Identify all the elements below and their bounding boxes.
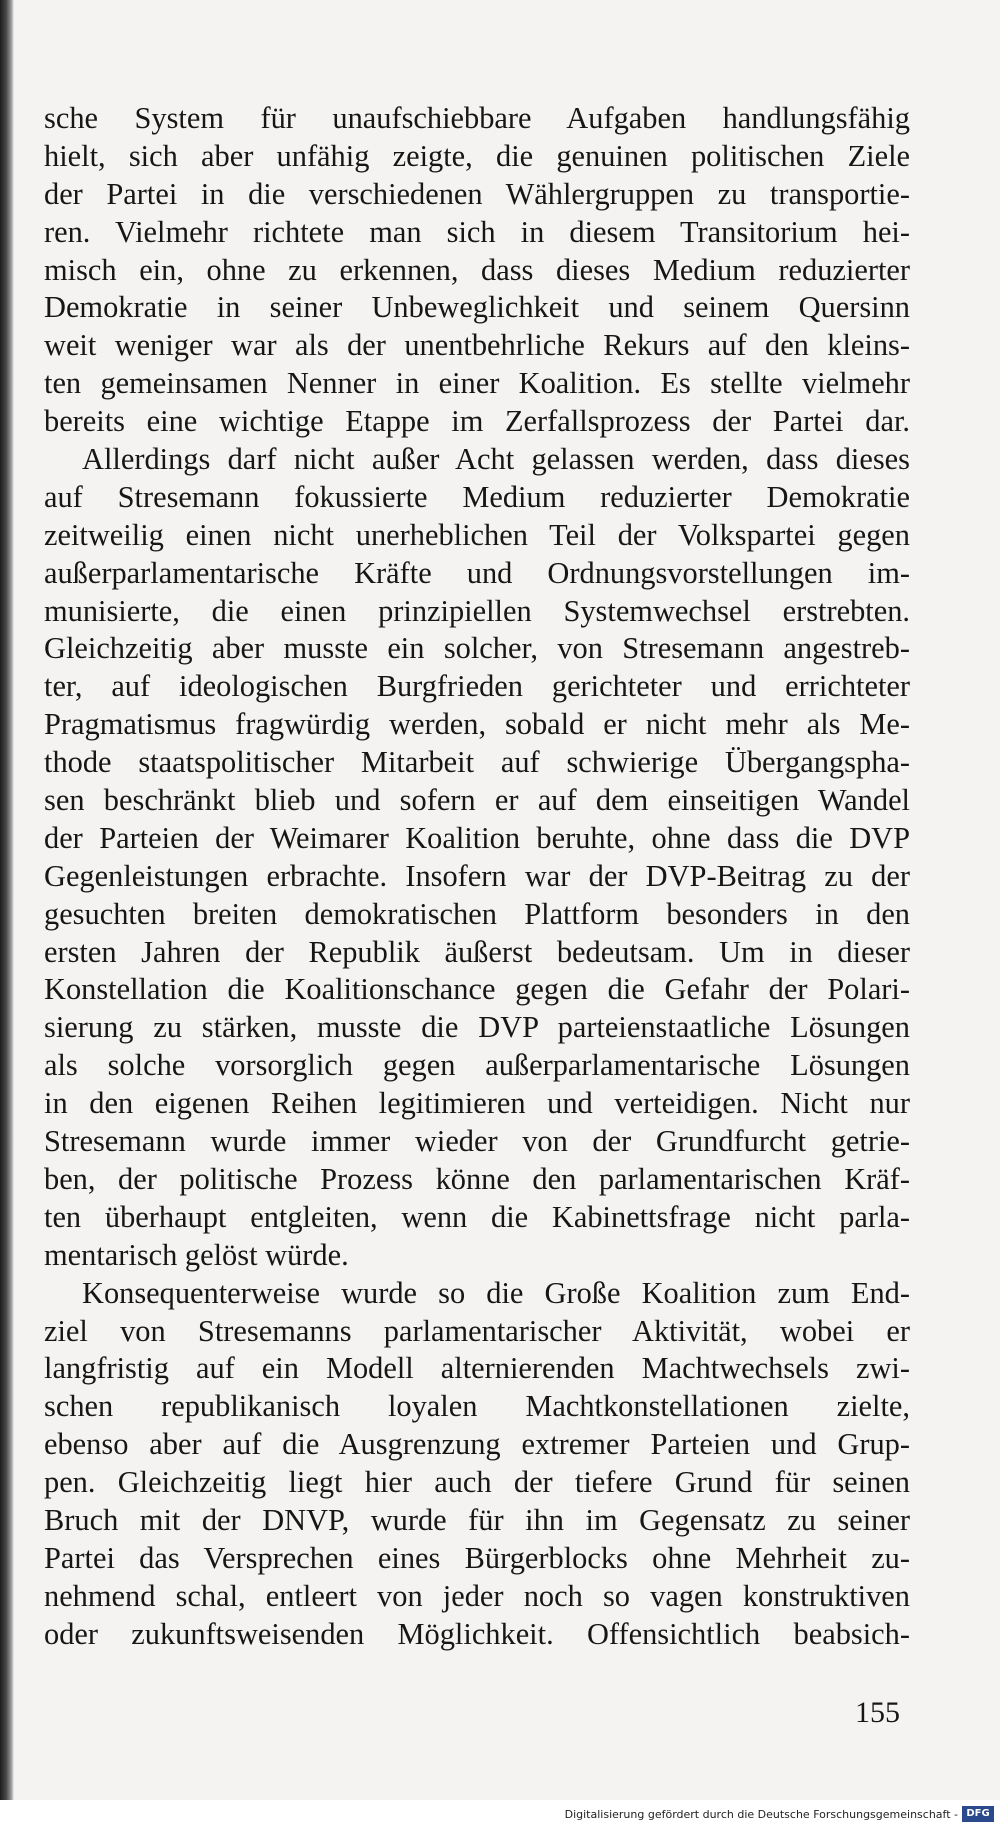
text-line: sierung zu stärken, musste die DVP parteienstaatliche Lösungen xyxy=(44,1010,910,1045)
text-line: Konsequenterweise wurde so die Große Koalition zum End- xyxy=(82,1275,910,1310)
text-line: ersten Jahren der Republik äußerst bedeutsam. Um in dieser xyxy=(44,934,910,969)
text-line: ben, der politische Prozess könne den parlamentarischen Kräf- xyxy=(44,1161,910,1196)
text-line: Pragmatismus fragwürdig werden, sobald er nicht mehr als Me- xyxy=(44,707,910,742)
text-line: Allerdings darf nicht außer Acht gelassen werden, dass dieses xyxy=(82,442,910,477)
text-line: ebenso aber auf die Ausgrenzung extremer Parteien und Grup- xyxy=(44,1427,910,1462)
text-line: ten überhaupt entgleiten, wenn die Kabinettsfrage nicht parla- xyxy=(44,1199,910,1234)
text-line: ren. Vielmehr richtete man sich in diesem Transitorium hei- xyxy=(44,214,910,249)
text-line: Partei das Versprechen eines Bürgerblocks ohne Mehrheit zu- xyxy=(44,1540,910,1575)
text-line: zeitweilig einen nicht unerheblichen Teil der Volkspartei gegen xyxy=(44,517,910,552)
digitization-footer xyxy=(0,1800,1000,1828)
book-spine-shadow xyxy=(0,0,14,1828)
paragraph-3 xyxy=(44,1275,910,1654)
text-line: außerparlamentarische Kräfte und Ordnungsvorstellungen im- xyxy=(44,555,910,590)
paragraph-2 xyxy=(44,441,910,1275)
text-line: Gleichzeitig aber musste ein solcher, von Stresemann angestreb- xyxy=(44,631,910,666)
dfg-logo: DFG xyxy=(962,1806,994,1822)
text-line: thode staatspolitischer Mitarbeit auf schwierige Übergangspha- xyxy=(44,745,910,780)
text-line: ziel von Stresemanns parlamentarischer Aktivität, wobei er xyxy=(44,1313,910,1348)
text-line: Gegenleistungen erbrachte. Insofern war der DVP-Beitrag zu der xyxy=(44,858,910,893)
text-line: nehmend schal, entleert von jeder noch so vagen konstruktiven xyxy=(44,1578,910,1613)
text-line: Demokratie in seiner Unbeweglichkeit und seinem Quersinn xyxy=(44,290,910,325)
text-line: der Partei in die verschiedenen Wählergruppen zu transportie- xyxy=(44,176,910,211)
text-line: oder zukunftsweisenden Möglichkeit. Offensichtlich beabsich- xyxy=(44,1616,910,1651)
text-line: mentarisch gelöst würde. xyxy=(44,1237,349,1272)
text-line: misch ein, ohne zu erkennen, dass dieses Medium reduzierter xyxy=(44,252,910,287)
text-line: als solche vorsorglich gegen außerparlamentarische Lösungen xyxy=(44,1048,910,1083)
text-line: schen republikanisch loyalen Machtkonstellationen zielte, xyxy=(44,1389,910,1424)
text-line: sen beschränkt blieb und sofern er auf dem einseitigen Wandel xyxy=(44,783,910,818)
text-line: in den eigenen Reihen legitimieren und verteidigen. Nicht nur xyxy=(44,1086,910,1121)
text-line: sche System für unaufschiebbare Aufgaben handlungsfähig xyxy=(44,101,910,135)
paragraph-1 xyxy=(44,100,910,441)
text-line: hielt, sich aber unfähig zeigte, die genuinen politischen Ziele xyxy=(44,138,910,173)
page-number: 155 xyxy=(855,1696,900,1729)
text-line: der Parteien der Weimarer Koalition beruhte, ohne dass die DVP xyxy=(44,820,910,855)
text-line: Konstellation die Koalitionschance gegen die Gefahr der Polari- xyxy=(44,972,910,1007)
text-line: Stresemann wurde immer wieder von der Grundfurcht getrie- xyxy=(44,1124,910,1159)
text-line: pen. Gleichzeitig liegt hier auch der tiefere Grund für seinen xyxy=(44,1465,910,1500)
body-text xyxy=(44,100,910,1654)
digitization-credit: Digitalisierung gefördert durch die Deutsche Forschungsgemeinschaft - xyxy=(564,1808,958,1821)
text-line: gesuchten breiten demokratischen Plattform besonders in den xyxy=(44,896,910,931)
text-line: ter, auf ideologischen Burgfrieden gerichteter und errichteter xyxy=(44,669,910,704)
text-line: munisierte, die einen prinzipiellen Systemwechsel erstrebten. xyxy=(44,593,910,628)
text-line: langfristig auf ein Modell alternierenden Machtwechsels zwi- xyxy=(44,1351,910,1386)
text-line: weit weniger war als der unentbehrliche Rekurs auf den kleins- xyxy=(44,328,910,363)
text-line: auf Stresemann fokussierte Medium reduzierter Demokratie xyxy=(44,479,910,514)
book-page xyxy=(14,0,1000,1800)
text-line: Bruch mit der DNVP, wurde für ihn im Gegensatz zu seiner xyxy=(44,1502,910,1537)
text-line: ten gemeinsamen Nenner in einer Koalition. Es stellte vielmehr xyxy=(44,366,910,401)
text-line: bereits eine wichtige Etappe im Zerfallsprozess der Partei dar. xyxy=(44,404,910,439)
